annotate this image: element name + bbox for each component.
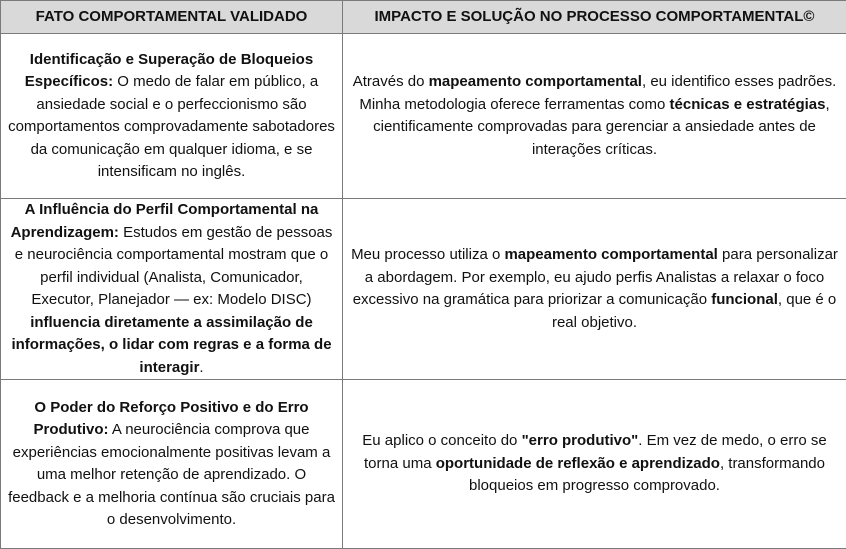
fact-cell xyxy=(1,199,343,380)
impact-text: , cientificamente comprovadas para gerenciar a ansiedade antes de interações críticas. xyxy=(373,96,830,158)
impact-highlight: mapeamento comportamental xyxy=(504,246,717,263)
table-row xyxy=(1,199,846,380)
impact-highlight: "erro produtivo" xyxy=(522,432,639,449)
impact-highlight: funcional xyxy=(711,291,778,308)
impact-text: , transformando bloqueios em progresso comprovado. xyxy=(469,455,825,495)
table-row xyxy=(1,34,846,199)
table-row xyxy=(1,380,846,549)
header-row xyxy=(1,1,846,34)
impact-cell xyxy=(343,380,846,549)
impact-text: , eu identifico esses padrões. Minha metodologia oferece ferramentas como xyxy=(359,73,836,113)
fact-text: O medo de falar em público, a ansiedade social e o perfeccionismo são comportamentos comprovadamente sabotadores da comunicação em qualquer idioma, e se intensificam no inglês. xyxy=(8,73,335,180)
fact-cell xyxy=(1,380,343,549)
impact-text: Através do xyxy=(353,73,429,90)
impact-highlight: mapeamento comportamental xyxy=(429,73,642,90)
impact-text: Meu processo utiliza o xyxy=(351,246,504,263)
impact-highlight: técnicas e estratégias xyxy=(670,96,826,113)
impact-text: . Em vez de medo, o erro se torna uma xyxy=(364,432,827,472)
impact-cell xyxy=(343,34,846,199)
fact-highlight: influencia diretamente a assimilação de informações, o lidar com regras e a forma de interagir xyxy=(11,314,331,376)
header-impact: IMPACTO E SOLUÇÃO NO PROCESSO COMPORTAMENTAL© xyxy=(343,1,846,34)
impact-highlight: oportunidade de reflexão e aprendizado xyxy=(436,455,720,472)
fact-title: A Influência do Perfil Comportamental na Aprendizagem: xyxy=(11,201,319,241)
header-fact: FATO COMPORTAMENTAL VALIDADO xyxy=(1,1,343,34)
impact-cell xyxy=(343,199,846,380)
impact-text: para personalizar a abordagem. Por exemplo, eu ajudo perfis Analistas a relaxar o foco excessivo na gramática para priorizar a comunicação xyxy=(353,246,838,308)
impact-text: Eu aplico o conceito do xyxy=(362,432,521,449)
fact-text-end: . xyxy=(199,359,203,376)
fact-title: O Poder do Reforço Positivo e do Erro Produtivo: xyxy=(34,399,309,439)
fact-title: Identificação e Superação de Bloqueios Específicos: xyxy=(25,51,313,91)
fact-text: A neurociência comprova que experiências emocionalmente positivas levam a uma melhor retenção de aprendizado. O feedback e a melhoria contínua são cruciais para o desenvolvimento. xyxy=(8,421,335,528)
fact-cell xyxy=(1,34,343,199)
fact-text: Estudos em gestão de pessoas e neurociência comportamental mostram que o perfil individual (Analista, Comunicador, Executor, Planejador — ex: Modelo DISC) xyxy=(15,224,333,309)
impact-text: , que é o real objetivo. xyxy=(552,291,836,331)
